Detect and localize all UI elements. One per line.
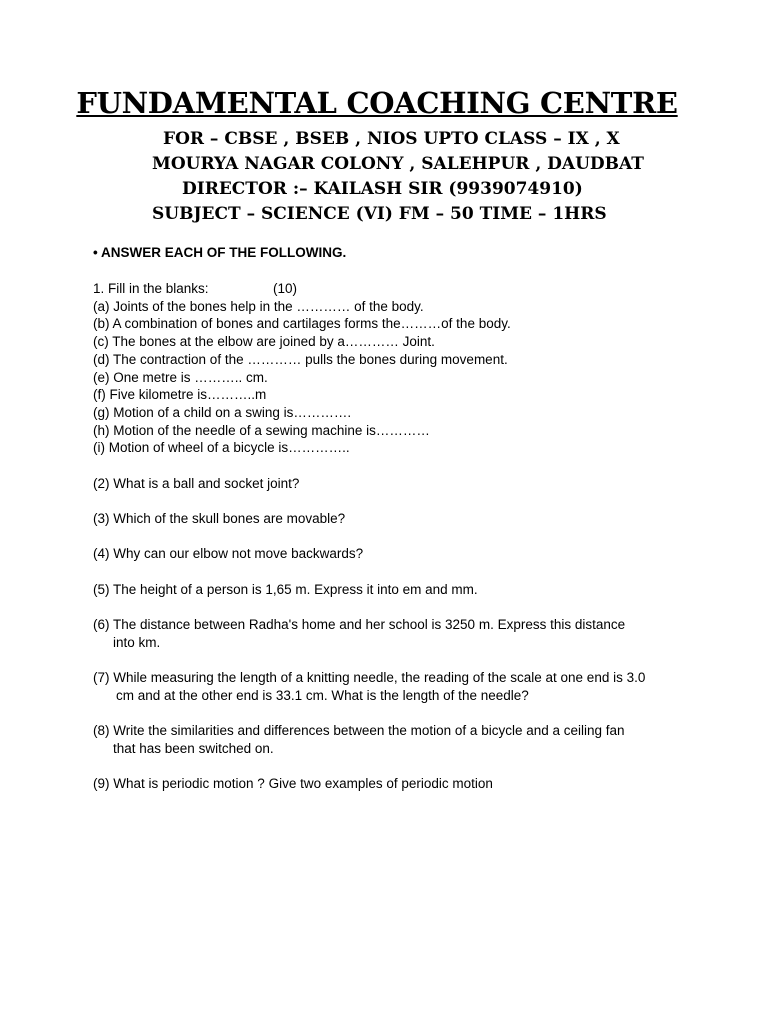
header-address-line: MOURYA NAGAR COLONY , SALEHPUR , DAUDBAT bbox=[152, 154, 644, 174]
question-6-continued: into km. bbox=[113, 635, 161, 650]
fill-blank-item: (a) Joints of the bones help in the ………… of the body. bbox=[93, 299, 424, 314]
fill-blank-item: (h) Motion of the needle of a sewing machine is………… bbox=[93, 423, 430, 438]
header-director-line: DIRECTOR :– KAILASH SIR (9939074910) bbox=[182, 179, 583, 199]
fill-blank-item: (i) Motion of wheel of a bicycle is………….. bbox=[93, 440, 350, 455]
fill-blank-item: (f) Five kilometre is………..m bbox=[93, 387, 267, 402]
question-9: (9) What is periodic motion ? Give two examples of periodic motion bbox=[93, 776, 493, 791]
fill-blank-item: (c) The bones at the elbow are joined by a………… Joint. bbox=[93, 334, 435, 349]
page-title: FUNDAMENTAL COACHING CENTRE bbox=[76, 86, 678, 120]
fill-blank-item: (d) The contraction of the ………… pulls the bones during movement. bbox=[93, 352, 508, 367]
fill-blank-item: (b) A combination of bones and cartilages forms the………of the body. bbox=[93, 316, 511, 331]
fill-blanks-heading: 1. Fill in the blanks: bbox=[93, 281, 209, 296]
fill-blanks-marks: (10) bbox=[273, 281, 298, 296]
question-5: (5) The height of a person is 1,65 m. Express it into em and mm. bbox=[93, 582, 478, 597]
question-8: (8) Write the similarities and differences between the motion of a bicycle and a ceiling fan bbox=[93, 723, 625, 738]
question-7-continued: cm and at the other end is 33.1 cm. What is the length of the needle? bbox=[116, 688, 529, 703]
header-boards-line: FOR – CBSE , BSEB , NIOS UPTO CLASS – IX , X bbox=[163, 129, 620, 149]
question-4: (4) Why can our elbow not move backwards? bbox=[93, 546, 364, 561]
fill-blank-item: (g) Motion of a child on a swing is…………. bbox=[93, 405, 352, 420]
fill-blank-item: (e) One metre is ……….. cm. bbox=[93, 370, 268, 385]
question-2: (2) What is a ball and socket joint? bbox=[93, 476, 300, 491]
question-7: (7) While measuring the length of a knitting needle, the reading of the scale at one end is 3.0 bbox=[93, 670, 646, 685]
question-8-continued: that has been switched on. bbox=[113, 741, 274, 756]
instruction-text: • ANSWER EACH OF THE FOLLOWING. bbox=[93, 245, 347, 260]
question-6: (6) The distance between Radha's home and her school is 3250 m. Express this distance bbox=[93, 617, 626, 632]
header-subject-line: SUBJECT – SCIENCE (VI) FM – 50 TIME – 1HRS bbox=[152, 204, 607, 224]
question-3: (3) Which of the skull bones are movable? bbox=[93, 511, 346, 526]
